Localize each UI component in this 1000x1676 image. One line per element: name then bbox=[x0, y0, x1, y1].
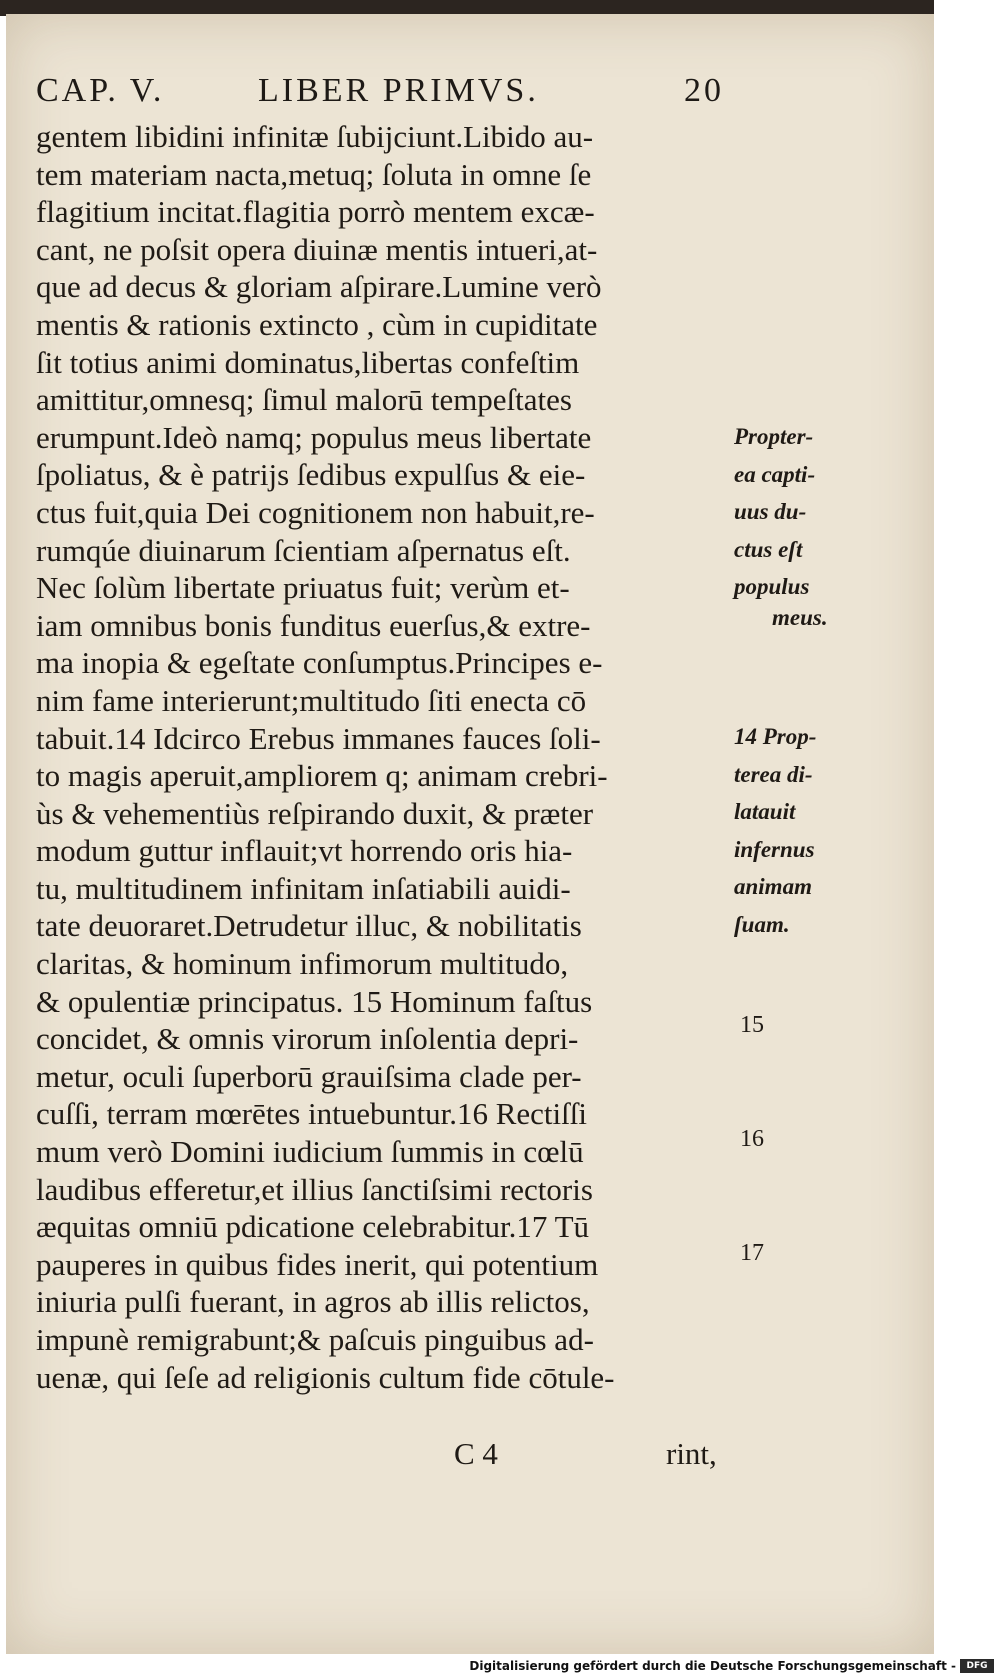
text-line: cuſſi, terram mœrētes intuebuntur.16 Rectiſſi bbox=[36, 1096, 587, 1132]
text-line: tabuit.14 Idcirco Erebus immanes fauces ſoli- bbox=[36, 720, 601, 756]
page-footer-line bbox=[36, 1436, 736, 1476]
text-line: Nec ſolùm libertate priuatus fuit; verùm et- bbox=[36, 570, 570, 606]
text-line: amittitur,omnesq; ſimul malorū tempeſtates bbox=[36, 382, 572, 418]
margin-line: terea di- bbox=[734, 761, 813, 787]
main-text-block bbox=[36, 118, 736, 1396]
margin-line: infernus bbox=[734, 836, 815, 862]
text-line: que ad decus & gloriam aſpirare.Lumine verò bbox=[36, 269, 602, 305]
text-line: laudibus efferetur,et illius ſanctiſsimi rectoris bbox=[36, 1171, 593, 1207]
text-line: æquitas omniū pdicatione celebrabitur.17 Tū bbox=[36, 1209, 590, 1245]
text-line: mum verò Domini iudicium ſummis in cœlū bbox=[36, 1134, 584, 1170]
text-line: concidet, & omnis virorum inſolentia depri- bbox=[36, 1021, 579, 1057]
text-line: tu, multitudinem infinitam inſatiabili auidi- bbox=[36, 870, 571, 906]
text-line: nim fame interierunt;multitudo ſiti enecta cō bbox=[36, 682, 587, 718]
dfg-logo: DFG bbox=[960, 1659, 994, 1673]
margin-line: latauit bbox=[734, 799, 796, 825]
text-line: iam omnibus bonis funditus euerſus,& extre- bbox=[36, 607, 591, 643]
catchword: rint, bbox=[666, 1436, 717, 1471]
text-line: modum guttur inflauit;vt horrendo oris hia- bbox=[36, 833, 573, 869]
margin-line: populus bbox=[734, 574, 810, 600]
margin-line: ſuam. bbox=[734, 911, 790, 937]
text-line: flagitium incitat.flagitia porrò mentem excæ- bbox=[36, 194, 595, 230]
margin-line: meus. bbox=[772, 604, 828, 630]
book-heading: LIBER PRIMVS. bbox=[258, 72, 539, 109]
text-line: gentem libidini infinitæ ſubijciunt.Libido au- bbox=[36, 119, 594, 154]
text-line: erumpunt.Ideò namq; populus meus libertate bbox=[36, 419, 592, 455]
text-line: pauperes in quibus fides inerit, qui potentium bbox=[36, 1246, 599, 1282]
text-line: iniuria pulſi fuerant, in agros ab illis relictos, bbox=[36, 1284, 590, 1320]
text-line: uenæ, qui ſeſe ad religionis cultum fide cōtule- bbox=[36, 1359, 615, 1395]
signature-mark: C 4 bbox=[454, 1436, 498, 1471]
text-line: ctus fuit,quia Dei cognitionem non habuit,re- bbox=[36, 494, 595, 530]
text-line: to magis aperuit,ampliorem q; animam crebri- bbox=[36, 758, 608, 794]
margin-line: Propter- bbox=[734, 424, 814, 449]
text-line: tem materiam nacta,metuq; ſoluta in omne ſe bbox=[36, 156, 592, 192]
text-line: impunè remigrabunt;& paſcuis pinguibus ad- bbox=[36, 1322, 594, 1357]
digitization-credit: Digitalisierung gefördert durch die Deutsche Forschungsgemeinschaft - bbox=[469, 1659, 956, 1673]
text-line: ſit totius animi dominatus,libertas confeſtim bbox=[36, 344, 580, 380]
marginal-note-infernus bbox=[734, 718, 874, 944]
digitization-credit-bar bbox=[0, 1656, 1000, 1676]
running-header bbox=[36, 72, 726, 120]
text-line: tate deuoraret.Detrudetur illuc, & nobilitatis bbox=[36, 908, 582, 944]
text-line: claritas, & hominum infimorum multitudo, bbox=[36, 946, 569, 982]
margin-line: ctus eſt bbox=[734, 536, 803, 562]
margin-line: animam bbox=[734, 874, 812, 900]
text-line: cant, ne poſsit opera diuinæ mentis intueri,at- bbox=[36, 231, 598, 267]
margin-line: 14 Prop- bbox=[734, 724, 817, 749]
scan-margin-right bbox=[934, 0, 1000, 1656]
text-line: metur, oculi ſuperborū grauiſsima clade per- bbox=[36, 1058, 582, 1094]
text-line: & opulentiæ principatus. 15 Hominum faſtus bbox=[36, 983, 593, 1019]
text-line: mentis & rationis extincto , cùm in cupiditate bbox=[36, 306, 598, 342]
verse-number-16: 16 bbox=[740, 1126, 764, 1152]
marginal-note-captivity bbox=[734, 418, 874, 630]
text-line: ſpoliatus, & è patrijs ſedibus expulſus & eie- bbox=[36, 457, 586, 493]
folio-number: 20 bbox=[684, 72, 724, 109]
chapter-heading: CAP. V. bbox=[36, 72, 165, 109]
verse-number-17: 17 bbox=[740, 1240, 764, 1266]
margin-line: uus du- bbox=[734, 499, 807, 525]
verse-number-15: 15 bbox=[740, 1012, 764, 1038]
margin-line: ea capti- bbox=[734, 461, 816, 487]
text-line: rumqúe diuinarum ſcientiam aſpernatus eſt. bbox=[36, 532, 571, 568]
text-line: ùs & vehementiùs reſpirando duxit, & præter bbox=[36, 795, 594, 831]
text-line: ma inopia & egeſtate conſumptus.Principes e- bbox=[36, 645, 603, 681]
